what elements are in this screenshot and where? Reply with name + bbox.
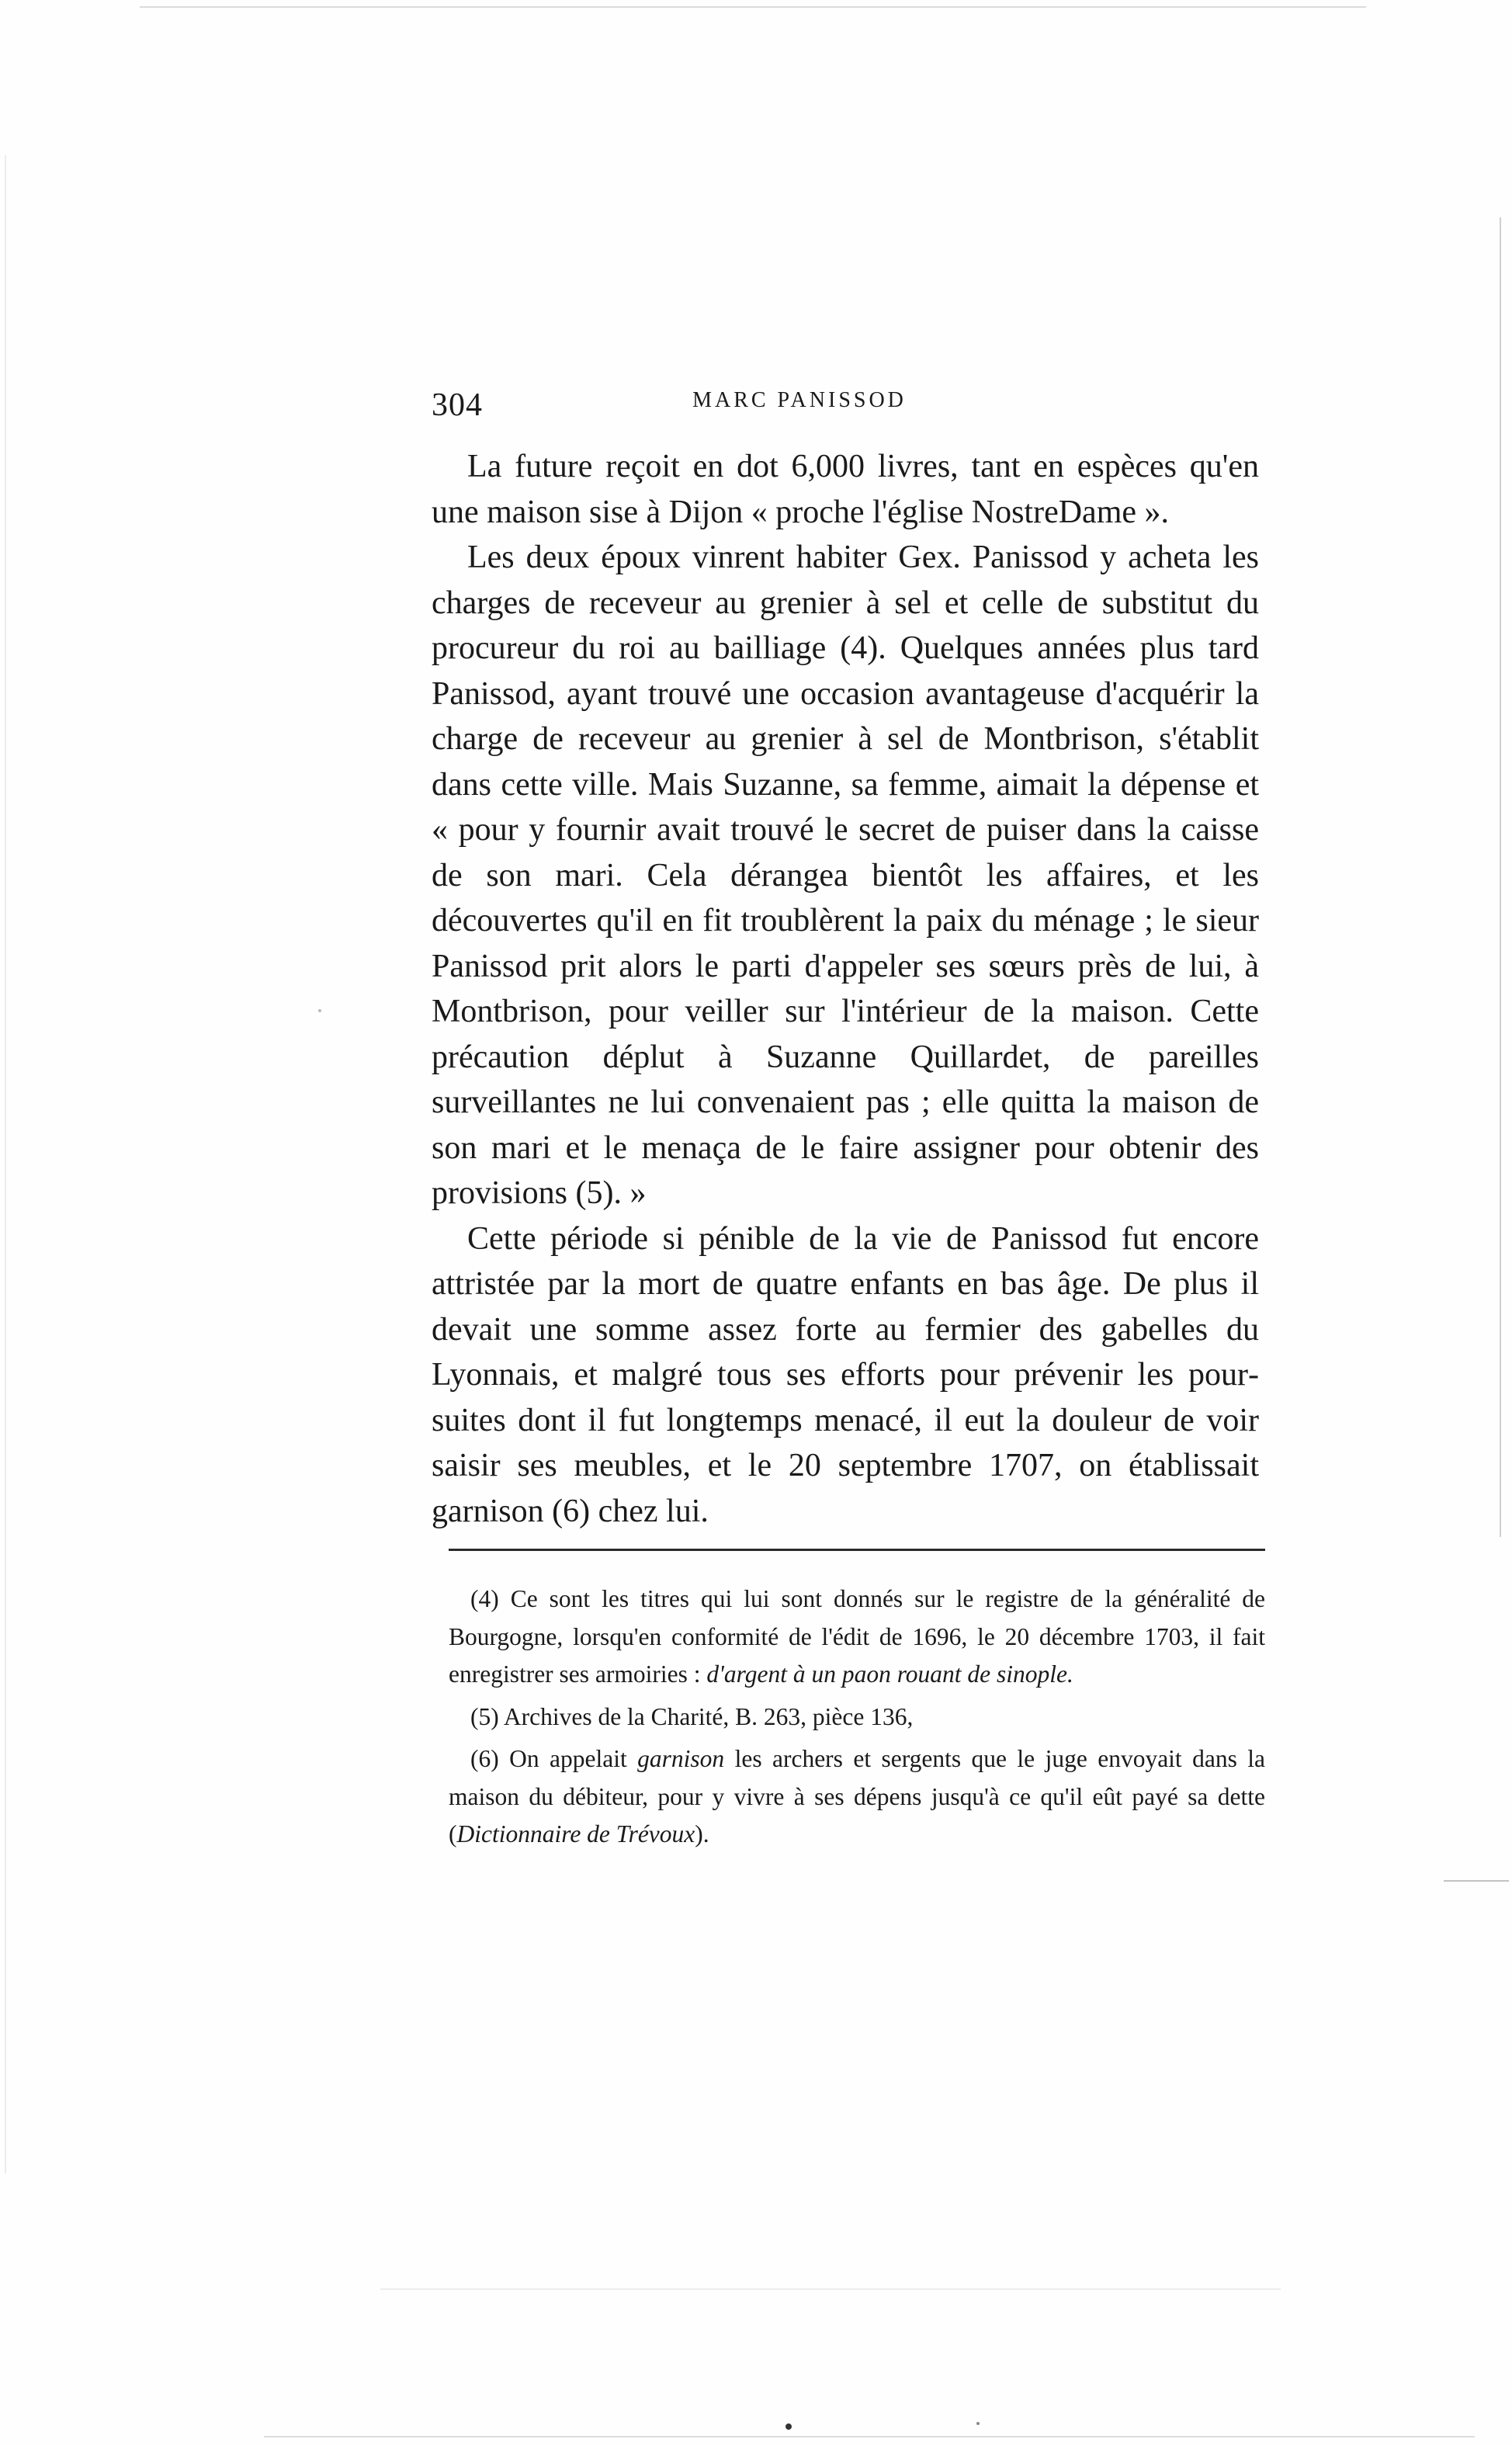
- scan-speck: [785, 2423, 792, 2430]
- paragraph-hardship: Cette période si pénible de la vie de Panissod fut encore attristée par la mort de quatre enfants en bas âge. De plus il devait une somme assez forte au fermier des gabelles du Lyonnais, et malgré tous ses efforts pour prévenir les poursuites dont il fut longtemps menacé, il eut la douleur de voir saisir ses meubles, et le 20 septembre 1707, on établissait garnison (6) chez lui.: [432, 1220, 1259, 1529]
- footnote-4-text: (4) Ce sont les titres qui lui sont donnés sur le registre de la généralité de Bourgogne, lorsqu'en conformité de l'édit de 1696, le 20 décembre 1703, il fait enregistrer ses armoiries :: [449, 1585, 1265, 1688]
- scan-edge-dash-bottom: [380, 2288, 1281, 2290]
- page-number: 304: [432, 387, 483, 423]
- scan-speck: [976, 2422, 980, 2425]
- footnote-4-blazon: d'argent à un paon rouant de sinople.: [706, 1660, 1073, 1688]
- footnote-5-text: (5) Archives de la Charité, B. 263, pièce 136,: [470, 1702, 914, 1730]
- body-text: [432, 444, 1259, 1534]
- footnote-6-term: garnison: [637, 1745, 725, 1772]
- footnote-6-start: (6) On appelait: [470, 1745, 638, 1772]
- footnote-6: [449, 1740, 1265, 1854]
- paragraph-gex-montbrison: Les deux époux vinrent habiter Gex. Panissod y acheta les charges de receveur au grenier à sel et celle de substitut du procureur du roi au bailliage (4). Quelques années plus tard Panissod, ayant trouvé une occasion avantageuse d'acquérir la charge de receveur au grenier à sel de Montbrison, s'établit dans cette ville. Mais Suzanne, sa femme, aimait la dépense et « pour y fournir avait trouvé le secret de puiser dans la caisse de son mari. Cela dérangea bientôt les affaires, et les découvertes qu'il en fit troublèrent la paix du ménage ; le sieur Panissod prit alors le parti d'appeler ses sœurs près de lui, à Montbrison, pour veiller sur l'intérieur de la maison. Cette précaution déplut à Suzanne Quillardet, de pareilles surveillantes ne lui convenaient pas ; elle quitta la maison de son mari et le menaça de le faire assigner pour obtenir des provisions (5). »: [432, 540, 1259, 1211]
- scan-edge-bottom: [264, 2436, 1475, 2437]
- footnote-5: [449, 1698, 1265, 1736]
- running-head: MARC PANISSOD: [692, 388, 907, 412]
- footnotes: [449, 1580, 1265, 1854]
- scan-edge-right: [1500, 217, 1501, 1537]
- footnote-divider: [449, 1549, 1265, 1551]
- scan-mark-right: [1444, 1880, 1509, 1882]
- scan-speck: [318, 1009, 321, 1012]
- paragraph-dowry: La future reçoit en dot 6,000 livres, tant en espèces qu'en une maison sise à Dijon « proche l'église NostreDame ».: [432, 449, 1259, 530]
- footnote-4: [449, 1580, 1265, 1694]
- footnote-6-end: ).: [695, 1820, 709, 1848]
- scan-edge-top: [140, 6, 1366, 8]
- footnote-6-middle: les archers et sergents que le juge envoyait dans la maison du débiteur, pour y vivre à ses dépens jusqu'à ce qu'il eût payé sa dette (: [449, 1745, 1265, 1848]
- footnote-6-source: Dictionnaire de Trévoux: [456, 1820, 695, 1848]
- scan-edge-left: [5, 155, 6, 2174]
